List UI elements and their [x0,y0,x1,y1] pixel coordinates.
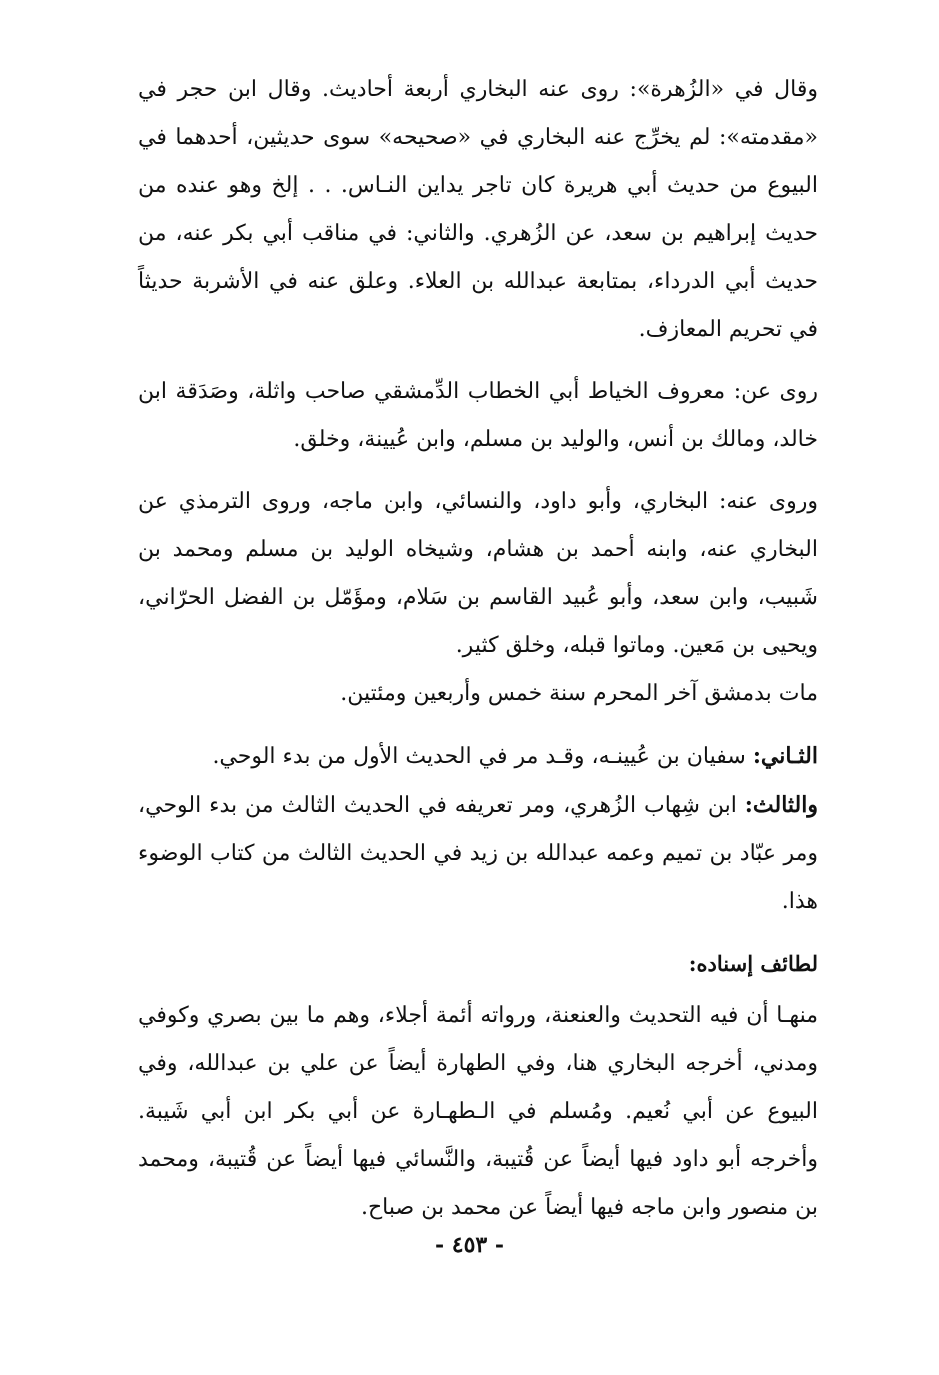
third-label: والثالث: [744,792,818,818]
third-text: ابن شِهاب الزُهري، ومر تعريفه في الحديث الثالث من بدء الوحي، ومر عبّاد بن تميم وعمه عبدالله بن زيد في الحديث الثالث من كتاب الوضوء هذا. [138,793,818,914]
paragraph-death: مات بدمشق آخر المحرم سنة خمس وأربعين ومئتين. [340,681,818,706]
page-number: - ٤٥٣ - [434,1232,505,1258]
section-heading: لطائف إسناده: [688,951,818,976]
paragraph-third-narrator [138,781,818,926]
second-label: الثـاني: [752,743,818,769]
paragraph-narrated-from: روى عن: معروف الخياط أبي الخطاب الدِّمشقي صاحب واثلة، وصَدَقة ابن خالد، ومالك بن أنس، والوليد بن مسلم، وابن عُيينة، وخلق. [138,379,818,452]
second-text: سفيان بن عُيينـه، وقـد مر في الحديث الأول من بدء الوحي. [212,744,753,769]
document-body [138,66,818,1232]
paragraph-zuhra-quote: وقال في «الزُهرة»: روى عنه البخاري أربعة أحاديث. وقال ابن حجر في «مقدمته»: لم يخرِّج عنه البخاري في «صحيحه» سوى حديثين، أحدهما في البيوع من حديث أبي هريرة كان تاجر يداين النـاس. . . إلخ وهو عنده من حديث إبراهيم بن سعد، عن الزُهري. والثاني: في مناقب أبي بكر عنه، من حديث أبي الدرداء، بمتابعة عبدالله بن العلاء. وعلق عنه في الأشربة حديثاً في تحريم المعازف. [138,77,818,342]
paragraph-second-narrator [138,732,818,781]
paragraph-narrated-by: وروى عنه: البخاري، وأبو داود، والنسائي، وابن ماجه، وروى الترمذي عن البخاري عنه، وابنه أحمد بن هشام، وشيخاه الوليد بن مسلم ومحمد بن شَبيب، وابن سعد، وأبو عُبيد القاسم بن سَلام، ومؤَمّل بن الفضل الحرّاني، ويحيى بن مَعين. وماتوا قبله، وخلق كثير. [138,489,818,658]
paragraph-isnad-subtleties: منهـا أن فيه التحديث والعنعنة، ورواته أئمة أجلاء، وهم ما بين بصري وكوفي ومدني، أخرجه البخاري هنا، وفي الطهارة أيضاً عن علي بن عبدالله، وفي البيوع عن أبي نُعيم. ومُسلم في الـطهـارة عن أبي بكر ابن أبي شَيبة. وأخرجه أبو داود فيها أيضاً عن قُتيبة، والنَّسائي فيها أيضاً عن قُتيبة، ومحمد بن منصور وابن ماجه فيها أيضاً عن محمد بن صباح. [138,1003,818,1220]
